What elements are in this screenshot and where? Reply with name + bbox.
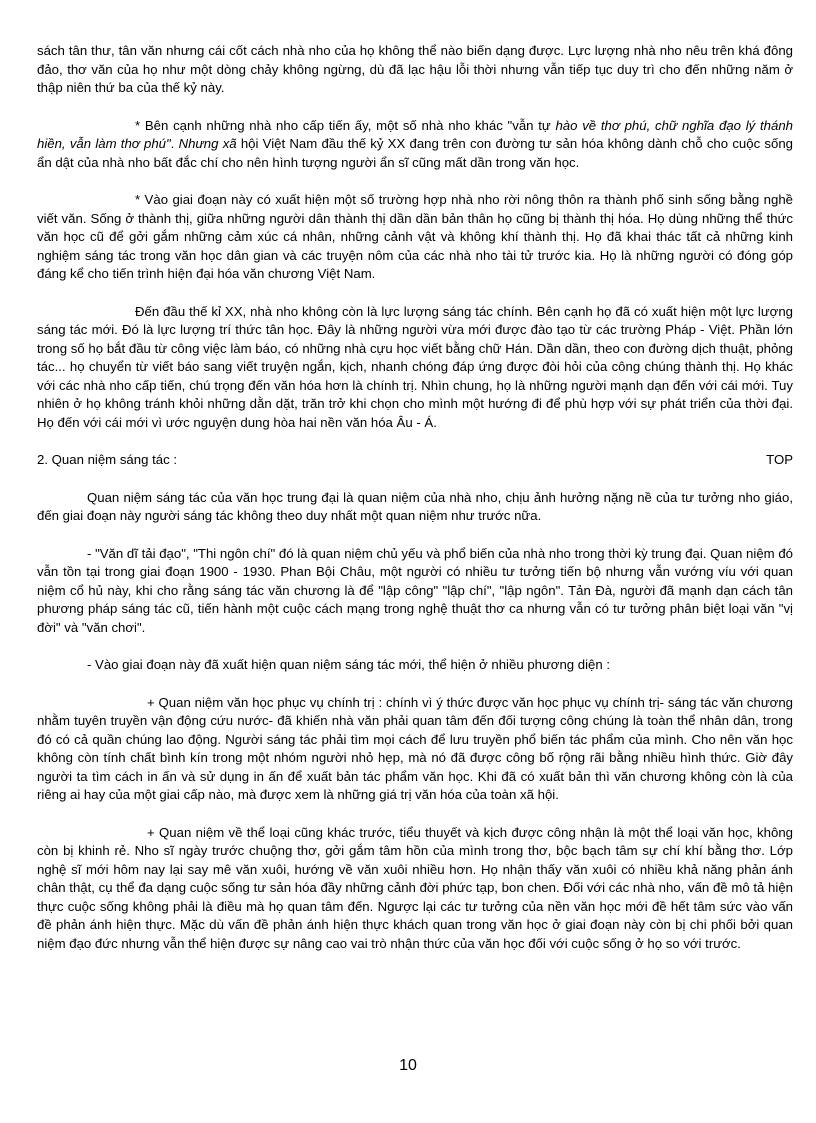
paragraph-3: * Vào giai đoạn này có xuất hiện một số trường hợp nhà nho rời nông thôn ra thành phố sinh sống bằng nghề viết văn. Sống ở thành thị, giữa những người dân thành thị dần dần bản thân họ cũng bị thành thị hóa. Họ dùng những thể thức văn học cũ để gởi gắm những cảm xúc cá nhân, những cảnh vật và không khí thành thị. Họ đã khai thác tất cả những kinh nghiệm sáng tác trong văn học dân gian và các truyện nôm của các nhà nho tài tử trước kia. Họ là những người có đóng góp đáng kể cho tiến trình hiện đại hóa văn chương Việt Nam. <box>37 192 793 281</box>
paragraph-2-italic-b: Nhưng xã <box>178 136 237 151</box>
paragraph-2 <box>37 117 793 173</box>
paragraph-8: + Quan niệm văn học phục vụ chính trị : chính vì ý thức được văn học phục vụ chính trị- sáng tác văn chương nhằm tuyên truyền vận động cứu nước- đã khiến nhà văn phải quan tâm đến đối tượng công chúng là toàn thể nhân dân, trong đó có cả quần chúng lao động. Người sáng tác phải tìm mọi cách để lưu truyền phổ biến tác phẩm của mình. Cho nên văn học không còn tính chất bình kín trong một nhóm người nhỏ hẹp, mà nó đã được công bố rộng rãi bằng nhiều hình thức. Giờ đây người ta tìm cách in ấn và sử dụng in ấn để xuất bản tác phẩm văn học. Khi đã có xuất bản thì văn chương không còn là của riêng ai hay của một giai cấp nào, mà được xem là những giá trị văn hóa của toàn xã hội. <box>37 694 793 802</box>
paragraph-2-text-b: . <box>170 136 179 151</box>
paragraph-9: + Quan niệm về thể loại cũng khác trước, tiểu thuyết và kịch được công nhận là một thể loại văn học, không còn bị khinh rẻ. Nho sĩ ngày trước chuộng thơ, gởi gắm tâm hồn của mình trong thơ, bộc bạch tâm sự chí khí bằng thơ. Lớp nghệ sĩ mới hôm nay lại say mê văn xuôi, hướng về văn xuôi nhiều hơn. Họ nhận thấy văn xuôi có nhiều khả năng phản ánh chân thật, cụ thể đa dạng cuộc sống tư sản hóa đầy những cảnh đời phức tạp, bon chen. Đối với các nhà nho, vấn đề mô tả hiện thực cuộc sống không phải là điều mà họ quan tâm đến. Ngược lại các tư tưởng của nền văn học mới đề hết tâm sức vào vấn đề phản ánh hiện thực. Mặc dù vấn đề phản ánh hiện thực khách quan trong văn học ở giai đoạn này còn bị chi phối bởi quan niệm đạo đức nhưng vẫn thể hiện được sự nâng cao vai trò nhận thức của văn học đối với cuộc sống ở họ so với trước. <box>37 824 793 951</box>
top-link[interactable]: TOP <box>766 452 793 467</box>
page-number: 10 <box>399 1057 417 1074</box>
paragraph-4: Đến đầu thế kỉ XX, nhà nho không còn là lực lượng sáng tác chính. Bên cạnh họ đã có xuất hiện một lực lượng sáng tác mới. Đó là lực lượng trí thức tân học. Đây là những người vừa mới được đào tạo từ các trường Pháp - Việt. Phần lớn trong số họ bắt đầu từ công việc làm báo, có những nhà cựu học viết bằng chữ Hán. Dần dần, theo con đường dịch thuật, phỏng tác... họ chuyển từ viết báo sang viết truyện ngắn, kịch, nhanh chóng đáp ứng được đòi hỏi của công chúng thành thị. Họ khác với các nhà nho cấp tiến, chú trọng đến văn hóa hơn là chính trị. Nhìn chung, họ là những người mạnh dạn đến với cái mới. Tuy nhiên ở họ không tránh khỏi những dằn dặt, trăn trở khi chọn cho mình một hướng đi để phù hợp với sự phát triển của thời đại. Họ đến với cái mới vì ước nguyện dung hòa hai nền văn hóa Âu - Á. <box>37 303 793 430</box>
paragraph-2-text-a: * Bên cạnh những nhà nho cấp tiến ấy, một số nhà nho khác "vẫn tự <box>135 117 556 133</box>
paragraph-1: sách tân thư, tân văn nhưng cái cốt cách nhà nho của họ không thể nào biến dạng được. Lực lượng nhà nho nêu trên khá đông đảo, thơ văn của họ như một dòng chảy không ngừng, dù đã lạc hậu lỗi thời nhưng vẫn tiếp tục duy trì cho đến những năm ở thập niên thứ ba của thế kỷ này. <box>37 43 793 95</box>
section-heading: 2. Quan niệm sáng tác : <box>37 452 178 467</box>
paragraph-2-italic-quote: hào về thơ phú, chữ nghĩa đạo lý thánh hiền, vẫn làm thơ phú" <box>37 117 793 151</box>
document-page <box>37 42 793 953</box>
paragraph-7: - Vào giai đoạn này đã xuất hiện quan niệm sáng tác mới, thể hiện ở nhiều phương diện : <box>87 657 611 672</box>
paragraph-2-text-c: hội Việt Nam đầu thế kỷ XX đang trên con đường tư sản hóa không dành chỗ cho cuộc sống ẩn dật của nhà nho bất đắc chí cho nên hình tượng người ẩn sĩ cũng mất dần trong văn học. <box>37 136 794 170</box>
paragraph-5: Quan niệm sáng tác của văn học trung đại là quan niệm của nhà nho, chịu ảnh hưởng nặng nề của tư tưởng nho giáo, đến giai đoạn này người sáng tác không theo duy nhất một quan niệm như trước nữa. <box>37 489 793 523</box>
paragraph-6: - "Văn dĩ tải đạo", "Thi ngôn chí" đó là quan niệm chủ yếu và phổ biến của nhà nho trong thời kỳ trung đại. Quan niệm đó vẫn tồn tại trong giai đoạn 1900 - 1930. Phan Bội Châu, một người có nhiều tư tưởng tiến bộ nhưng vẫn vướng víu với quan niệm cổ hủ này, khi cho rằng sáng tác văn chương là để "lập công" "lập chí", "lập ngôn". Tản Đà, người đã mạnh dạn cách tân phương pháp sáng tác cũ, tiến hành một cuộc cách mạng trong nghệ thuật thơ ca nhưng vẫn có tư tưởng phân biệt loại văn "vị đời" và "văn chơi". <box>37 545 793 635</box>
section-heading-row <box>37 451 793 470</box>
